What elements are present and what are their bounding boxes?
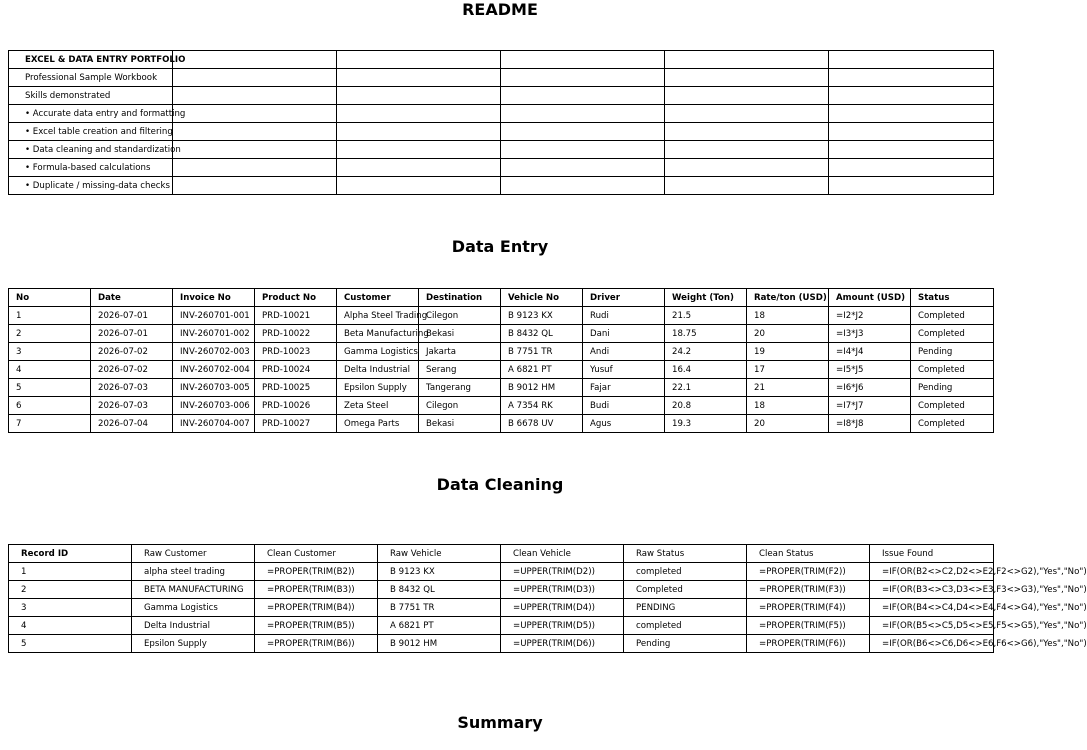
table-cell[interactable]: =UPPER(TRIM(D4))	[501, 599, 624, 617]
table-cell[interactable]	[501, 177, 665, 195]
table-cell[interactable]: Beta Manufacturing	[337, 325, 419, 343]
table-cell[interactable]	[501, 159, 665, 177]
table-cell[interactable]	[501, 51, 665, 69]
table-cell[interactable]: 2026-07-02	[91, 361, 173, 379]
table-cell[interactable]	[829, 105, 994, 123]
header-cell[interactable]: Product No	[255, 289, 337, 307]
table-cell[interactable]: =PROPER(TRIM(B6))	[255, 635, 378, 653]
data-cleaning-table	[8, 544, 1087, 653]
table-cell[interactable]	[173, 159, 337, 177]
table-cell[interactable]: =IF(OR(B3<>C3,D3<>E3,F3<>G3),"Yes","No")	[870, 581, 994, 599]
header-cell[interactable]: Status	[911, 289, 994, 307]
table-cell[interactable]: =PROPER(TRIM(F3))	[747, 581, 870, 599]
table-cell[interactable]	[665, 177, 829, 195]
table-cell[interactable]: =I8*J8	[829, 415, 911, 433]
table-cell[interactable]: 2026-07-03	[91, 379, 173, 397]
table-cell[interactable]: 18	[747, 397, 829, 415]
table-cell[interactable]: • Formula-based calculations	[9, 159, 173, 177]
table-cell[interactable]: INV-260701-001	[173, 307, 255, 325]
table-cell[interactable]	[829, 177, 994, 195]
table-cell[interactable]: =I7*J7	[829, 397, 911, 415]
table-cell[interactable]: B 6678 UV	[501, 415, 583, 433]
table-cell[interactable]: INV-260703-005	[173, 379, 255, 397]
table-cell[interactable]: 3	[9, 343, 91, 361]
table-cell[interactable]: 24.2	[665, 343, 747, 361]
table-cell[interactable]: PRD-10024	[255, 361, 337, 379]
table-cell[interactable]: =PROPER(TRIM(B2))	[255, 563, 378, 581]
table-cell[interactable]	[501, 105, 665, 123]
table-cell[interactable]	[337, 159, 501, 177]
table-cell[interactable]: 22.1	[665, 379, 747, 397]
table-cell[interactable]: Yusuf	[583, 361, 665, 379]
table-cell[interactable]	[665, 51, 829, 69]
table-cell[interactable]: 16.4	[665, 361, 747, 379]
table-cell[interactable]: 18.75	[665, 325, 747, 343]
table-cell[interactable]: • Excel table creation and filtering	[9, 123, 173, 141]
table-cell[interactable]: 19	[747, 343, 829, 361]
header-cell[interactable]: Issue Found	[870, 545, 994, 563]
table-cell[interactable]: Dani	[583, 325, 665, 343]
header-cell[interactable]: Clean Status	[747, 545, 870, 563]
table-cell[interactable]: Completed	[911, 325, 994, 343]
table-cell[interactable]: Zeta Steel	[337, 397, 419, 415]
table-cell[interactable]: • Duplicate / missing-data checks	[9, 177, 173, 195]
table-row	[9, 563, 994, 581]
table-row	[9, 51, 994, 69]
table-cell[interactable]: Gamma Logistics	[337, 343, 419, 361]
header-cell[interactable]: No	[9, 289, 91, 307]
table-row	[9, 141, 994, 159]
table-cell[interactable]: Epsilon Supply	[132, 635, 255, 653]
table-cell[interactable]: Pending	[624, 635, 747, 653]
table-cell[interactable]: =PROPER(TRIM(F6))	[747, 635, 870, 653]
table-cell[interactable]: Budi	[583, 397, 665, 415]
table-cell[interactable]: =PROPER(TRIM(F4))	[747, 599, 870, 617]
table-cell[interactable]: Completed	[624, 581, 747, 599]
table-cell[interactable]: =I6*J6	[829, 379, 911, 397]
table-cell[interactable]	[665, 123, 829, 141]
table-cell[interactable]: =I4*J4	[829, 343, 911, 361]
table-cell[interactable]	[665, 141, 829, 159]
header-cell[interactable]: Raw Customer	[132, 545, 255, 563]
table-cell[interactable]	[337, 51, 501, 69]
table-cell[interactable]: B 9123 KX	[501, 307, 583, 325]
table-row	[9, 635, 994, 653]
table-cell[interactable]	[501, 141, 665, 159]
table-cell[interactable]: 2	[9, 325, 91, 343]
header-cell[interactable]: Weight (Ton)	[665, 289, 747, 307]
table-cell[interactable]: PRD-10027	[255, 415, 337, 433]
table-row	[9, 361, 994, 379]
table-cell[interactable]: Pending	[911, 343, 994, 361]
table-cell[interactable]: A 7354 RK	[501, 397, 583, 415]
table-cell[interactable]	[337, 177, 501, 195]
table-cell[interactable]: Completed	[911, 361, 994, 379]
table-cell[interactable]: BETA MANUFACTURING	[132, 581, 255, 599]
table-cell[interactable]: =UPPER(TRIM(D2))	[501, 563, 624, 581]
table-cell[interactable]: 4	[9, 617, 132, 635]
table-cell[interactable]: B 7751 TR	[378, 599, 501, 617]
table-row	[9, 599, 994, 617]
table-cell[interactable]	[173, 51, 337, 69]
table-cell[interactable]: 18	[747, 307, 829, 325]
table-cell[interactable]: =UPPER(TRIM(D3))	[501, 581, 624, 599]
table-cell[interactable]: Cilegon	[419, 307, 501, 325]
table-cell[interactable]: 21.5	[665, 307, 747, 325]
header-cell[interactable]: Amount (USD)	[829, 289, 911, 307]
table-cell[interactable]: Bekasi	[419, 325, 501, 343]
table-cell[interactable]	[337, 123, 501, 141]
table-cell[interactable]: 2	[9, 581, 132, 599]
table-cell[interactable]: Skills demonstrated	[9, 87, 173, 105]
table-cell[interactable]: Fajar	[583, 379, 665, 397]
table-cell[interactable]: 17	[747, 361, 829, 379]
header-row	[9, 545, 994, 563]
table-cell[interactable]	[665, 69, 829, 87]
table-cell[interactable]	[173, 177, 337, 195]
table-cell[interactable]: Gamma Logistics	[132, 599, 255, 617]
table-cell[interactable]	[173, 123, 337, 141]
table-cell[interactable]: Andi	[583, 343, 665, 361]
table-cell[interactable]: B 8432 QL	[378, 581, 501, 599]
table-cell[interactable]: 2026-07-04	[91, 415, 173, 433]
table-cell[interactable]: 1	[9, 563, 132, 581]
table-cell[interactable]: Rudi	[583, 307, 665, 325]
table-cell[interactable]: 7	[9, 415, 91, 433]
table-cell[interactable]: PRD-10021	[255, 307, 337, 325]
table-cell[interactable]	[501, 123, 665, 141]
table-row	[9, 87, 994, 105]
header-row	[9, 289, 994, 307]
table-cell[interactable]: Bekasi	[419, 415, 501, 433]
table-cell[interactable]	[173, 87, 337, 105]
table-row	[9, 105, 994, 123]
table-cell[interactable]: INV-260701-002	[173, 325, 255, 343]
table-cell[interactable]: Tangerang	[419, 379, 501, 397]
table-cell[interactable]	[337, 105, 501, 123]
header-cell[interactable]: Clean Customer	[255, 545, 378, 563]
table-cell[interactable]: =I5*J5	[829, 361, 911, 379]
table-row	[9, 325, 994, 343]
header-cell[interactable]: Date	[91, 289, 173, 307]
table-cell[interactable]: • Accurate data entry and formatting	[9, 105, 173, 123]
table-cell[interactable]: =I3*J3	[829, 325, 911, 343]
table-cell[interactable]: PRD-10023	[255, 343, 337, 361]
table-row	[9, 617, 994, 635]
table-cell[interactable]: =PROPER(TRIM(F5))	[747, 617, 870, 635]
table-cell[interactable]: PRD-10022	[255, 325, 337, 343]
table-cell[interactable]: =PROPER(TRIM(B4))	[255, 599, 378, 617]
table-cell[interactable]	[337, 69, 501, 87]
table-cell[interactable]	[173, 69, 337, 87]
data-entry-title: Data Entry	[451, 237, 549, 256]
table-cell[interactable]: =PROPER(TRIM(B3))	[255, 581, 378, 599]
table-cell[interactable]: INV-260704-007	[173, 415, 255, 433]
table-row	[9, 581, 994, 599]
table-cell[interactable]: Epsilon Supply	[337, 379, 419, 397]
table-cell[interactable]: 3	[9, 599, 132, 617]
table-cell[interactable]	[829, 69, 994, 87]
table-cell[interactable]: B 7751 TR	[501, 343, 583, 361]
table-row	[9, 397, 994, 415]
table-cell[interactable]: 20	[747, 415, 829, 433]
header-cell[interactable]: Vehicle No	[501, 289, 583, 307]
readme-table	[8, 50, 994, 195]
table-cell[interactable]: Completed	[911, 415, 994, 433]
table-row	[9, 343, 994, 361]
header-cell[interactable]: Raw Vehicle	[378, 545, 501, 563]
table-cell[interactable]: 2026-07-02	[91, 343, 173, 361]
table-cell[interactable]: Delta Industrial	[337, 361, 419, 379]
table-cell[interactable]: =I2*J2	[829, 307, 911, 325]
header-cell[interactable]: Record ID	[9, 545, 132, 563]
table-row	[9, 123, 994, 141]
table-cell[interactable]: completed	[624, 617, 747, 635]
table-cell[interactable]: A 6821 PT	[378, 617, 501, 635]
table-cell[interactable]: PRD-10025	[255, 379, 337, 397]
data-cleaning-title: Data Cleaning	[436, 475, 564, 494]
table-cell[interactable]: • Data cleaning and standardization	[9, 141, 173, 159]
table-cell[interactable]: alpha steel trading	[132, 563, 255, 581]
table-cell[interactable]: Delta Industrial	[132, 617, 255, 635]
table-cell[interactable]: 5	[9, 379, 91, 397]
table-cell[interactable]	[501, 87, 665, 105]
header-cell[interactable]: Clean Vehicle	[501, 545, 624, 563]
table-cell[interactable]: 1	[9, 307, 91, 325]
summary-title: Summary	[457, 713, 543, 732]
table-cell[interactable]	[665, 105, 829, 123]
table-cell[interactable]	[337, 87, 501, 105]
table-cell[interactable]	[829, 123, 994, 141]
table-cell[interactable]	[173, 105, 337, 123]
table-row	[9, 159, 994, 177]
table-cell[interactable]: Completed	[911, 307, 994, 325]
table-cell[interactable]: 2026-07-03	[91, 397, 173, 415]
table-cell[interactable]: Omega Parts	[337, 415, 419, 433]
table-cell[interactable]	[337, 141, 501, 159]
table-cell[interactable]: =IF(OR(B6<>C6,D6<>E6,F6<>G6),"Yes","No")	[870, 635, 994, 653]
table-cell[interactable]	[829, 159, 994, 177]
table-cell[interactable]: 19.3	[665, 415, 747, 433]
table-cell[interactable]: 6	[9, 397, 91, 415]
table-row	[9, 415, 994, 433]
table-cell[interactable]: =IF(OR(B4<>C4,D4<>E4,F4<>G4),"Yes","No")	[870, 599, 994, 617]
table-cell[interactable]: Jakarta	[419, 343, 501, 361]
header-cell[interactable]: Destination	[419, 289, 501, 307]
table-cell[interactable]: PENDING	[624, 599, 747, 617]
table-row	[9, 69, 994, 87]
table-cell[interactable]: Alpha Steel Trading	[337, 307, 419, 325]
table-cell[interactable]: Cilegon	[419, 397, 501, 415]
table-row	[9, 177, 994, 195]
table-cell[interactable]: PRD-10026	[255, 397, 337, 415]
table-cell[interactable]: 2026-07-01	[91, 325, 173, 343]
table-cell[interactable]	[829, 141, 994, 159]
header-cell[interactable]: Customer	[337, 289, 419, 307]
table-cell[interactable]: 20	[747, 325, 829, 343]
table-cell[interactable]	[501, 69, 665, 87]
table-cell[interactable]: completed	[624, 563, 747, 581]
table-cell[interactable]: =IF(OR(B5<>C5,D5<>E5,F5<>G5),"Yes","No")	[870, 617, 994, 635]
table-cell[interactable]: 21	[747, 379, 829, 397]
table-cell[interactable]	[829, 51, 994, 69]
table-cell[interactable]: EXCEL & DATA ENTRY PORTFOLIO	[9, 51, 173, 69]
data-entry-table	[8, 288, 994, 433]
table-cell[interactable]: =PROPER(TRIM(F2))	[747, 563, 870, 581]
table-cell[interactable]	[665, 87, 829, 105]
header-cell[interactable]: Invoice No	[173, 289, 255, 307]
table-cell[interactable]: Professional Sample Workbook	[9, 69, 173, 87]
table-cell[interactable]	[829, 87, 994, 105]
table-cell[interactable]: 2026-07-01	[91, 307, 173, 325]
header-cell[interactable]: Driver	[583, 289, 665, 307]
table-cell[interactable]: INV-260703-006	[173, 397, 255, 415]
table-row	[9, 307, 994, 325]
table-cell[interactable]: Serang	[419, 361, 501, 379]
table-cell[interactable]: B 9123 KX	[378, 563, 501, 581]
header-cell[interactable]: Rate/ton (USD)	[747, 289, 829, 307]
table-cell[interactable]: Pending	[911, 379, 994, 397]
table-cell[interactable]: 4	[9, 361, 91, 379]
table-cell[interactable]: B 9012 HM	[501, 379, 583, 397]
table-cell[interactable]: B 8432 QL	[501, 325, 583, 343]
table-cell[interactable]	[665, 159, 829, 177]
table-cell[interactable]	[173, 141, 337, 159]
table-cell[interactable]: Completed	[911, 397, 994, 415]
table-cell[interactable]: =UPPER(TRIM(D6))	[501, 635, 624, 653]
readme-title: README	[462, 0, 538, 19]
table-cell[interactable]: =UPPER(TRIM(D5))	[501, 617, 624, 635]
table-cell[interactable]: =PROPER(TRIM(B5))	[255, 617, 378, 635]
table-cell[interactable]: Agus	[583, 415, 665, 433]
table-cell[interactable]: =IF(OR(B2<>C2,D2<>E2,F2<>G2),"Yes","No")	[870, 563, 994, 581]
table-cell[interactable]: INV-260702-004	[173, 361, 255, 379]
table-cell[interactable]: 5	[9, 635, 132, 653]
table-cell[interactable]: INV-260702-003	[173, 343, 255, 361]
table-row	[9, 379, 994, 397]
header-cell[interactable]: Raw Status	[624, 545, 747, 563]
table-cell[interactable]: A 6821 PT	[501, 361, 583, 379]
table-cell[interactable]: B 9012 HM	[378, 635, 501, 653]
table-cell[interactable]: 20.8	[665, 397, 747, 415]
